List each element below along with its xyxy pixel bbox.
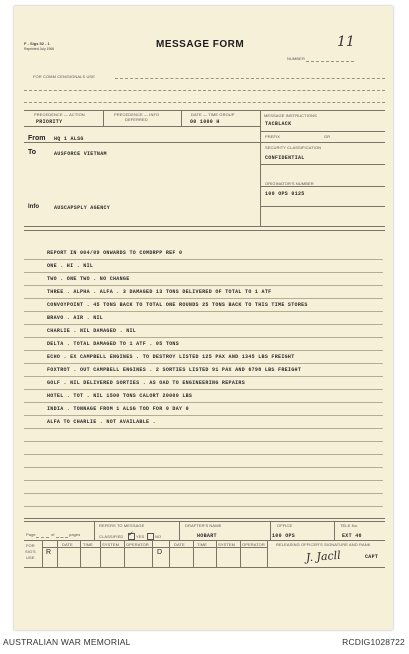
no-label: NO xyxy=(155,534,162,539)
tele-value: EXT 46 xyxy=(342,533,362,539)
date-label-2: DATE xyxy=(174,542,185,547)
page-label: Page xyxy=(26,532,36,537)
message-line: FOXTROT . OUT CAMPBELL ENGINES . 2 SORTIES LISTED 91 PAX AND 6798 LBS FREIGHT xyxy=(47,367,302,373)
originator-label: ORIGINATOR'S NUMBER xyxy=(265,181,314,186)
use-label: USE xyxy=(26,555,35,560)
info-label: Info xyxy=(28,204,39,210)
number-label: NUMBER xyxy=(287,56,305,61)
message-line: HOTEL . TOT . NIL 1500 TONS CALORT 20000 LBS xyxy=(47,393,193,399)
to-value: AUSFORCE VIETNAM xyxy=(54,151,107,157)
precedence-info-sub: DEFERRED xyxy=(125,117,148,122)
message-line: ALFA TO CHARLIE . NOT AVAILABLE . xyxy=(47,419,156,425)
to-label: To xyxy=(28,149,37,156)
form-code: F - Sigs 52 - 1 xyxy=(24,41,50,46)
footer-record-id: RCDIG1028722 xyxy=(342,637,405,647)
precedence-info-label: PRECEDENCE — INFO xyxy=(114,112,160,117)
form-title: MESSAGE FORM xyxy=(156,39,245,50)
message-line: TWO . ONE TWO . NO CHANGE xyxy=(47,276,130,282)
tele-label: TELE No. xyxy=(340,523,359,528)
for-label: FOR xyxy=(26,543,35,548)
from-label: From xyxy=(28,135,46,142)
of-label: of xyxy=(51,532,55,537)
time-label-2: TIME xyxy=(197,542,207,547)
rank-value: CAPT xyxy=(365,554,379,560)
classified-label: CLASSIFIED xyxy=(99,534,124,539)
message-form-sheet xyxy=(14,6,393,630)
security-value: CONFIDENTIAL xyxy=(265,155,305,161)
classified-no-checkbox xyxy=(147,533,154,540)
datetime-label: DATE — TIME GROUP xyxy=(191,112,235,117)
footer-archive-name: AUSTRALIAN WAR MEMORIAL xyxy=(3,637,131,647)
from-value: HQ 1 ALSG xyxy=(54,136,84,142)
precedence-action-label: PRECEDENCE — ACTION xyxy=(34,112,85,117)
security-label: SECURITY CLASSIFICATION xyxy=(265,145,322,150)
info-value: AUSCAPSPLY AGENCY xyxy=(54,205,111,211)
r-label: R xyxy=(46,549,52,556)
releasing-label: RELEASING OFFICER'S SIGNATURE AND RANK xyxy=(276,542,371,547)
message-line: DELTA . TOTAL DAMAGED TO 1 ATF . 05 TONS xyxy=(47,341,180,347)
form-number: 11 xyxy=(337,34,355,50)
office-value: 100 OPS xyxy=(272,533,296,539)
system-label-2: SYSTEM xyxy=(218,542,236,547)
signature: J. Jacll xyxy=(305,548,342,565)
message-line: ONE . HI . NIL xyxy=(47,263,94,269)
pages-label: pages xyxy=(69,532,81,537)
drafter-label: DRAFTER'S NAME xyxy=(185,523,222,528)
comm-cen-label: FOR COMM CEN/SIGNALS USE xyxy=(33,74,95,79)
time-label: TIME xyxy=(83,542,93,547)
operator-label: OPERATOR xyxy=(126,542,149,547)
date-label: DATE xyxy=(62,542,73,547)
message-line: ECHO . EX CAMPBELL ENGINES . TO DESTROY LISTED 125 PAX AND 1345 LBS FREIGHT xyxy=(47,354,295,360)
message-line: REPORT IN 004/09 ONWARDS TO COMDRPP REF 0 xyxy=(47,250,183,256)
sigs-label: SIG'S xyxy=(25,549,36,554)
msg-instr-value: TACBLACK xyxy=(265,121,292,127)
yes-label: YES xyxy=(136,534,145,539)
d-label: D xyxy=(157,549,163,556)
refers-label: REFERS TO MESSAGE xyxy=(99,523,145,528)
message-line: CONVOYPOINT . 45 TONS BACK TO TOTAL ONE ROUNDS 25 TONS BACK TO THIS TIME STORES xyxy=(47,302,308,308)
checkmark-icon: ✓ xyxy=(128,531,134,538)
message-line: GOLF . NIL DELIVERED SORTIES . AS OAD TO ENGINEERING REPAIRS xyxy=(47,380,246,386)
office-label: OFFICE xyxy=(277,523,293,528)
gr-label: GR xyxy=(324,134,331,139)
datetime-value: 00 1000 H xyxy=(190,119,220,125)
prefix-label: PREFIX xyxy=(265,134,281,139)
message-line: CHARLIE . NIL DAMAGED . NIL xyxy=(47,328,137,334)
system-label: SYSTEM xyxy=(102,542,120,547)
operator-label-2: OPERATOR xyxy=(242,542,265,547)
message-line: BRAVO . AIR . NIL xyxy=(47,315,104,321)
message-line: INDIA . TONNAGE FROM 1 ALSG TOD FOR 0 DAY 0 xyxy=(47,406,189,412)
message-line: THREE . ALPHA . ALFA . 3 DAMAGED 13 TONS DELIVERED OF TOTAL TO 1 ATF xyxy=(47,289,272,295)
originator-value: 100 OPS 0125 xyxy=(265,191,305,197)
msg-instr-label: MESSAGE INSTRUCTIONS xyxy=(264,113,317,118)
form-revised: Reprinted July 1966 xyxy=(24,47,55,51)
precedence-action-value: PRIORITY xyxy=(36,119,63,125)
drafter-value: HOBART xyxy=(197,533,217,539)
